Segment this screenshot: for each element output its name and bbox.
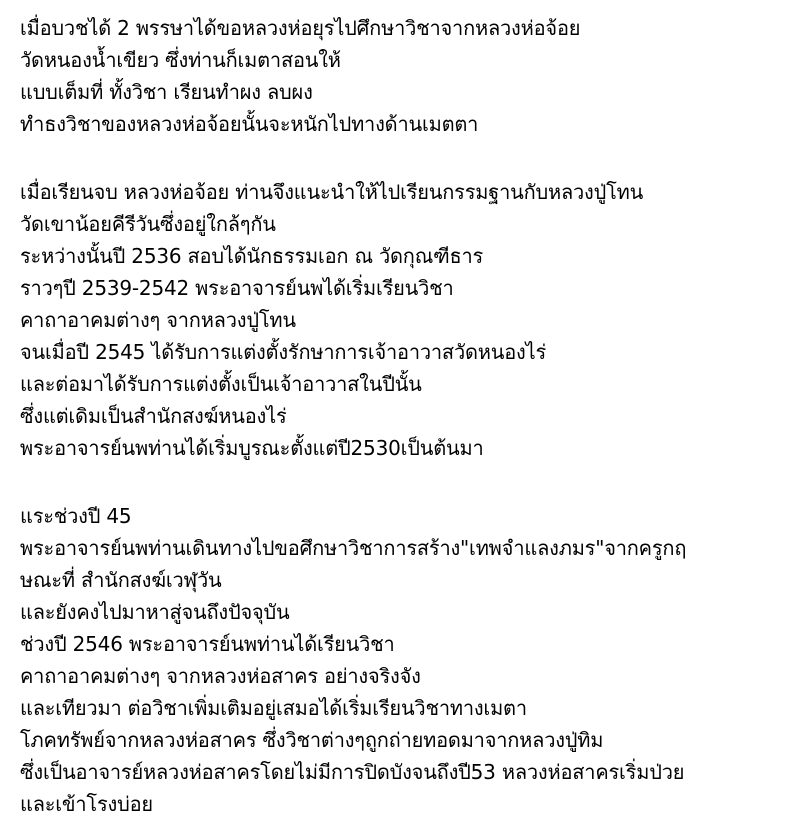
text-line: และยังคงไปมาหาสู่จนถึงปัจจุบัน [20,600,290,624]
text-line: ษณะที่ สำนักสงฆ์เวฬุวัน [20,568,222,592]
paragraph-3 [20,500,806,820]
text-line: และเทียวมา ต่อวิชาเพิ่มเติมอยู่เสมอได้เริ่มเรียนวิชาทางเมตา [20,696,527,720]
text-line: ช่วงปี 2546 พระอาจารย์นพท่านได้เรียนวิชา [20,632,395,656]
text-line: เมื่อบวชได้ 2 พรรษาได้ขอหลวงห่อยุรไปศึกษาวิชาจากหลวงห่อจ้อย [20,16,581,40]
paragraph-1 [20,12,806,140]
document-body [20,12,806,820]
text-line: วัดหนองน้ำเขียว ซึ่งท่านก็เมตาสอนให้ [20,48,341,72]
text-line: ทำธงวิชาของหลวงห่อจ้อยนั้นจะหนักไปทางด้านเมตตา [20,112,479,136]
text-line: แบบเต็มที่ ทั้งวิชา เรียนทำผง ลบผง [20,80,313,104]
text-line: ซึ่งแต่เดิมเป็นสำนักสงฆ์หนองไร่ [20,404,287,428]
text-line: คาถาอาคมต่างๆ จากหลวงห่อสาคร อย่างจริงจัง [20,664,421,688]
text-line: ซึ่งเป็นอาจารย์หลวงห่อสาครโดยไม่มีการปิดบังจนถึงปี53 หลวงห่อสาครเริ่มป่วย [20,760,685,784]
text-line: จนเมื่อปี 2545 ได้รับการแต่งตั้งรักษาการเจ้าอาวาสวัดหนองไร่ [20,340,546,364]
text-line: เมื่อเรียนจบ หลวงห่อจ้อย ท่านจึงแนะนำให้ไปเรียนกรรมฐานกับหลวงปู่โทน [20,180,644,204]
text-line: และเข้าโรงบ่อย [20,792,153,816]
text-line: แระช่วงปี 45 [20,504,132,528]
text-line: พระอาจารย์นพท่านได้เริ่มบูรณะตั้งแต่ปี2530เป็นต้นมา [20,436,484,460]
text-line: วัดเขาน้อยคีรีวันซึ่งอยู่ใกล้ๆกัน [20,212,276,236]
text-line: ระหว่างนั้นปี 2536 สอบได้นักธรรมเอก ณ วัดกุณฑีธาร [20,244,484,268]
text-line: คาถาอาคมต่างๆ จากหลวงปู่โทน [20,308,296,332]
text-line: และต่อมาได้รับการแต่งตั้งเป็นเจ้าอาวาสในปีนั้น [20,372,422,396]
text-line: ราวๆปี 2539-2542 พระอาจารย์นพได้เริ่มเรียนวิชา [20,276,454,300]
text-line: โภคทรัพย์จากหลวงห่อสาคร ซึ่งวิชาต่างๆถูกถ่ายทอดมาจากหลวงปู่ทิม [20,728,604,752]
paragraph-spacer [20,140,806,176]
paragraph-spacer [20,464,806,500]
text-line: พระอาจารย์นพท่านเดินทางไปขอศึกษาวิชาการสร้าง"เทพจำแลงภมร"จากครูกฤ [20,536,687,560]
paragraph-2 [20,176,806,464]
